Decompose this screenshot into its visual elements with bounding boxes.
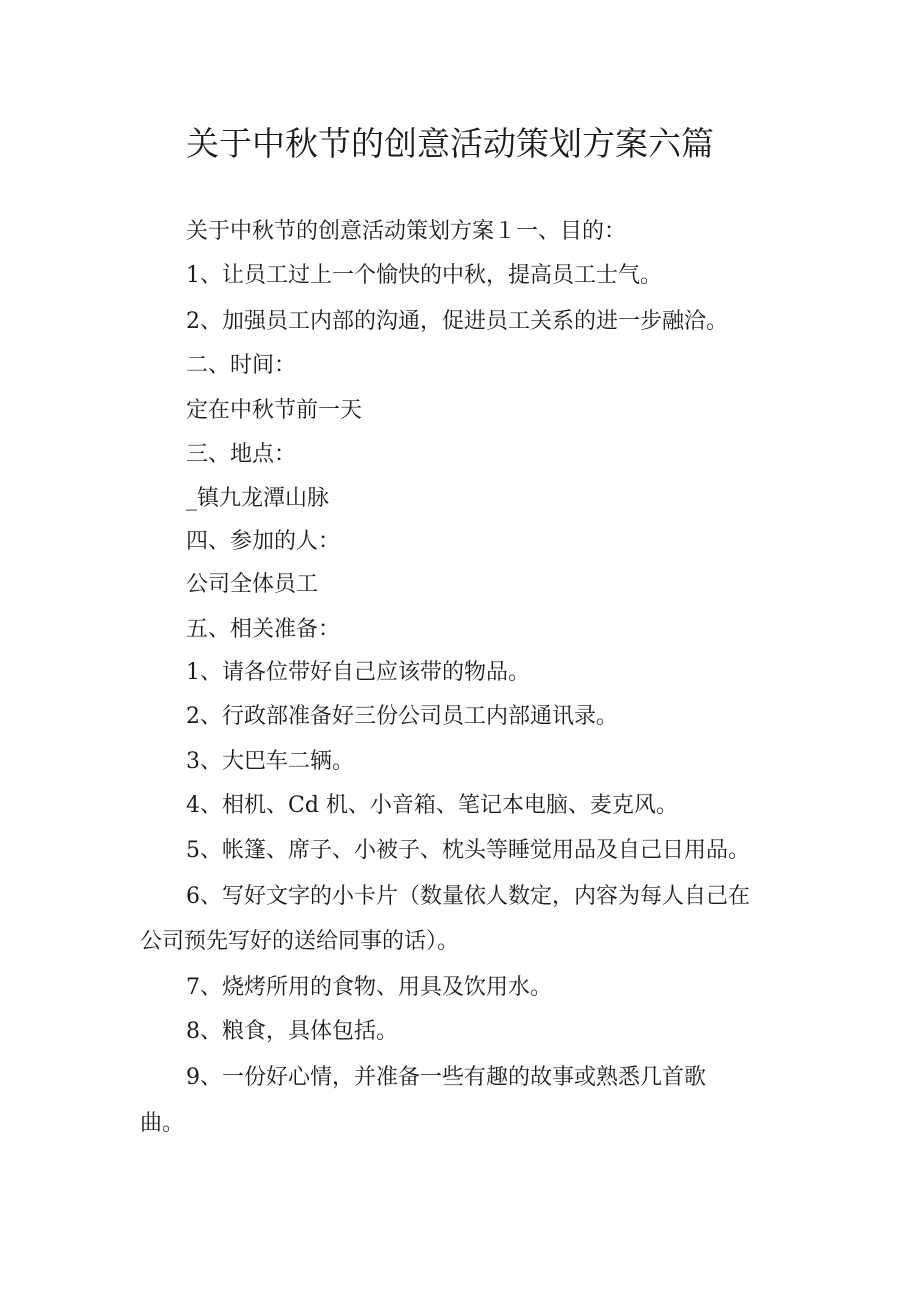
section-heading: 二、时间： xyxy=(186,353,297,378)
section-heading: 五、相关准备： xyxy=(186,617,341,642)
list-item: 9、一份好心情，并准备一些有趣的故事或熟悉几首歌 xyxy=(186,1065,706,1090)
paragraph-line: 公司全体员工 xyxy=(186,572,319,597)
list-item: 4、相机、Cd 机、小音箱、笔记本电脑、麦克风。 xyxy=(186,793,678,818)
list-item-continuation: 公司预先写好的送给同事的话）。 xyxy=(140,929,460,954)
list-item: 8、粮食，具体包括。 xyxy=(186,1019,398,1044)
list-item: 2、行政部准备好三份公司员工内部通讯录。 xyxy=(186,704,618,729)
section-heading: 四、参加的人： xyxy=(186,529,341,554)
list-item: 7、烧烤所用的食物、用具及饮用水。 xyxy=(186,975,552,1000)
paragraph-line: _镇九龙潭山脉 xyxy=(186,486,330,511)
list-item: 5、帐篷、席子、小被子、枕头等睡觉用品及自己日用品。 xyxy=(186,838,750,863)
paragraph-line: 定在中秋节前一天 xyxy=(186,398,363,423)
section-heading: 三、地点： xyxy=(186,442,297,467)
list-item: 6、写好文字的小卡片（数量依人数定，内容为每人自己在 xyxy=(186,884,750,909)
paragraph-line: 2、加强员工内部的沟通，促进员工关系的进一步融洽。 xyxy=(186,309,728,334)
list-item: 3、大巴车二辆。 xyxy=(186,749,354,774)
list-item: 1、请各位带好自己应该带的物品。 xyxy=(186,660,530,685)
paragraph-line: 1、让员工过上一个愉快的中秋，提高员工士气。 xyxy=(186,263,662,288)
document-title: 关于中秋节的创意活动策划方案六篇 xyxy=(186,124,714,163)
paragraph-line: 关于中秋节的创意活动策划方案１一、目的： xyxy=(186,219,627,244)
list-item-continuation: 曲。 xyxy=(140,1111,185,1136)
